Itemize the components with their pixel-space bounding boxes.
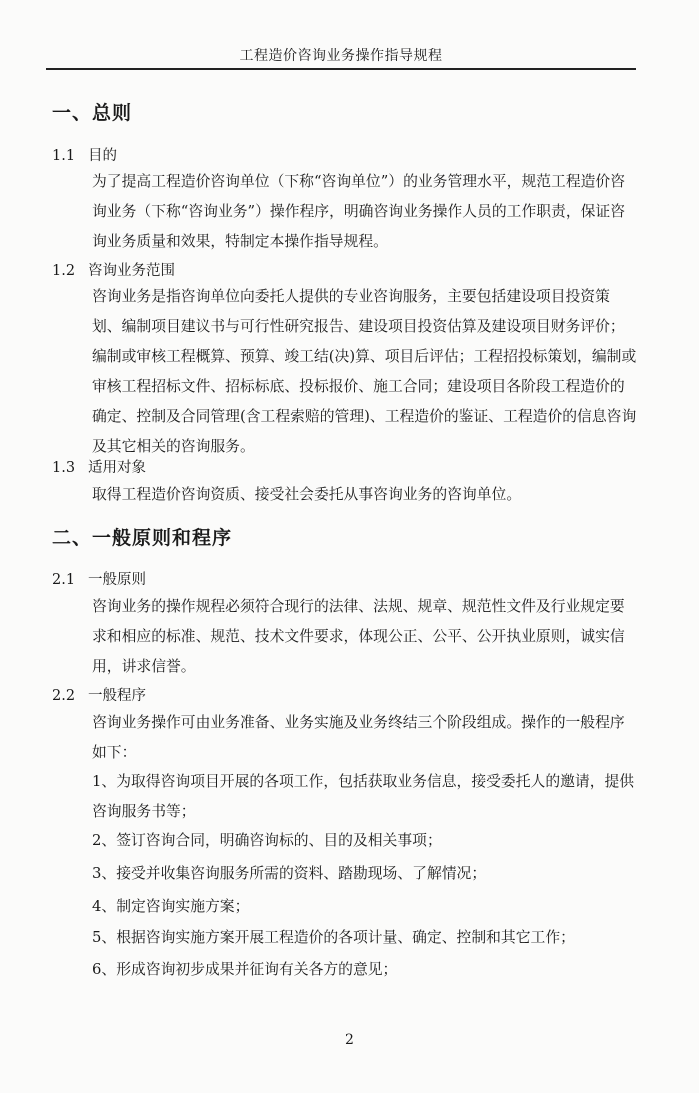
list-item: 2、签订咨询合同，明确咨询标的、目的及相关事项； (92, 832, 442, 849)
section-heading (52, 458, 146, 478)
list-item: 4、制定咨询实施方案； (92, 898, 250, 915)
section-heading (52, 570, 146, 590)
section-title: 目的 (88, 148, 117, 164)
section-number: 1.2 (52, 263, 76, 279)
section-paragraph: 咨询业务的操作规程必须符合现行的法律、法规、规章、规范性文件及行业规定要求和相应的标准、规范、技术文件要求，体现公正、公平、公开执业原则，诚实信用，讲求信誉。 (92, 598, 625, 675)
section-title: 咨询业务范围 (88, 263, 175, 279)
header-rule (46, 68, 636, 70)
section-heading (52, 261, 175, 281)
section-heading (52, 686, 146, 706)
list-item: 6、形成咨询初步成果并征询有关各方的意见； (92, 961, 398, 978)
section-paragraph: 取得工程造价咨询资质、接受社会委托从事咨询业务的咨询单位。 (92, 486, 522, 503)
chapter-title: 二、一般原则和程序 (52, 527, 233, 549)
section-paragraph: 为了提高工程造价咨询单位（下称“咨询单位”）的业务管理水平，规范工程造价咨询业务（下称“咨询业务”）操作程序，明确咨询业务操作人员的工作职责，保证咨询业务质量和效果，特制定本操作指导规程。 (92, 173, 626, 250)
chapter-title: 一、总则 (52, 102, 133, 124)
running-header: 工程造价咨询业务操作指导规程 (239, 48, 443, 64)
list-item: 5、根据咨询实施方案开展工程造价的各项计量、确定、控制和其它工作； (92, 929, 575, 946)
section-number: 1.3 (52, 460, 76, 476)
section-title: 一般程序 (88, 688, 146, 704)
section-number: 2.2 (52, 688, 76, 704)
section-number: 2.1 (52, 572, 76, 588)
section-title: 适用对象 (88, 460, 146, 476)
section-heading (52, 146, 117, 166)
section-title: 一般原则 (88, 572, 146, 588)
list-item: 1、为取得咨询项目开展的各项工作，包括获取业务信息，接受委托人的邀请，提供咨询服务书等； (92, 773, 635, 820)
page-number: 2 (345, 1032, 354, 1048)
section-paragraph: 咨询业务操作可由业务准备、业务实施及业务终结三个阶段组成。操作的一般程序如下： (92, 714, 625, 761)
section-paragraph: 咨询业务是指咨询单位向委托人提供的专业咨询服务，主要包括建设项目投资策划、编制项目建议书与可行性研究报告、建设项目投资估算及建设项目财务评价；编制或审核工程概算、预算、竣工结(决)算、项目后评估；工程招投标策划，编制或审核工程招标文件、招标标底、投标报价、施工合同；建设项目各阶段工程造价的确定、控制及合同管理(含工程索赔的管理)、工程造价的鉴证、工程造价的信息咨询及其它相关的咨询服务。 (92, 288, 637, 455)
section-number: 1.1 (52, 148, 76, 164)
list-item: 3、接受并收集咨询服务所需的资料、踏勘现场、了解情况； (92, 865, 487, 882)
